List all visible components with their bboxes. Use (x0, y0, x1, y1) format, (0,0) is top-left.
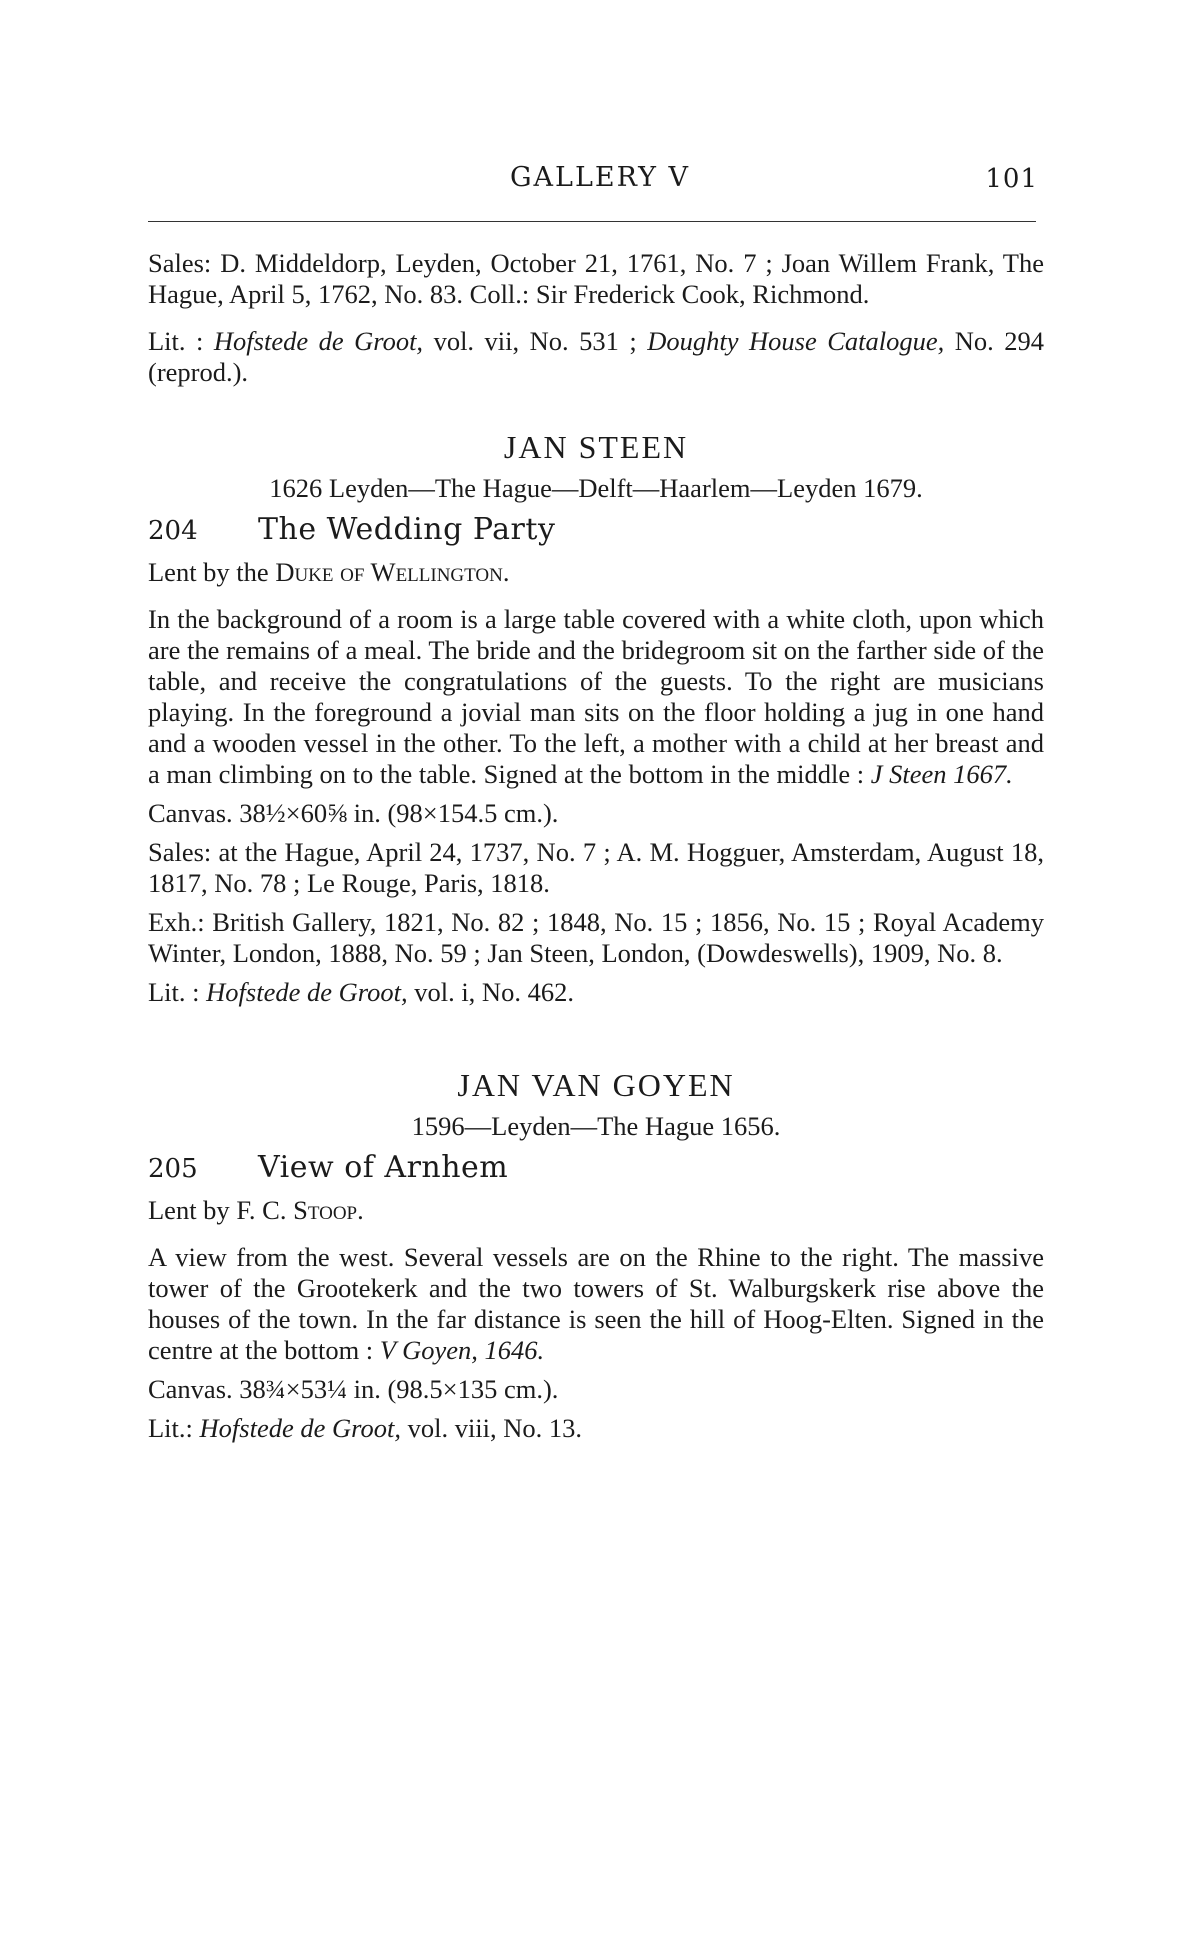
header-rule (148, 221, 1036, 222)
entry-description (148, 604, 1044, 790)
entry-sales: Sales: at the Hague, April 24, 1737, No. 7 ; A. M. Hogguer, Amsterdam, August 18, 1817, No. 78 ; Le Rouge, Paris, 1818. (148, 837, 1044, 898)
artist-dates: 1596—Leyden—The Hague 1656. (411, 1111, 781, 1141)
lit-author: Hofstede de Groot, (206, 977, 408, 1007)
artist-heading: JAN STEEN (503, 429, 689, 465)
lit-suffix: No. 294 (reprod.). (148, 326, 1045, 387)
lit-work: Doughty House Catalogue, (647, 326, 945, 356)
signature-text: V Goyen, 1646. (379, 1335, 545, 1365)
artist-dates: 1626 Leyden—The Hague—Delft—Haarlem—Leyden 1679. (269, 473, 923, 503)
page-body (148, 248, 1044, 1444)
entry-literature (148, 1413, 1044, 1444)
prev-entry-sales: Sales: D. Middeldorp, Leyden, October 21, 1761, No. 7 ; Joan Willem Frank, The Hague, April 5, 1762, No. 83. Coll.: Sir Frederick Cook, Richmond. (148, 248, 1044, 309)
lender-name: Duke of Wellington. (275, 557, 510, 587)
prev-entry-literature (148, 326, 1044, 388)
entry-canvas: Canvas. 38½×60⅝ in. (98×154.5 cm.). (148, 798, 559, 828)
entry-lender (148, 557, 1044, 588)
lit-suffix: vol. viii, No. 13. (407, 1413, 583, 1443)
running-header-title: GALLERY V (509, 162, 691, 193)
description-text: A view from the west. Several vessels are on the Rhine to the right. The massive tower of the Grootekerk and the two towers of St. Walburgskerk rise above the houses of the town. In the far distance is seen the hill of Hoog-Elten. Signed in the centre at the bottom : (148, 1242, 1044, 1365)
entry-canvas: Canvas. 38¾×53¼ in. (98.5×135 cm.). (148, 1374, 559, 1404)
lit-prefix: Lit. : (148, 977, 200, 1007)
entry-number: 205 (148, 1154, 198, 1184)
entry-title: View of Arnhem (258, 1150, 509, 1185)
catalogue-entry-heading (148, 514, 1044, 547)
lit-author: Hofstede de Groot, (213, 326, 424, 356)
lender-prefix: Lent by the (148, 557, 269, 587)
page-number: 101 (985, 164, 1038, 194)
lit-prefix: Lit.: (148, 1413, 193, 1443)
lender-name: F. C. Stoop. (236, 1195, 364, 1225)
entry-description (148, 1242, 1044, 1366)
entry-exhibitions: Exh.: British Gallery, 1821, No. 82 ; 1848, No. 15 ; 1856, No. 15 ; Royal Academy Winter, London, 1888, No. 59 ; Jan Steen, London, (Dowdeswells), 1909, No. 8. (148, 907, 1044, 968)
entry-literature (148, 977, 1044, 1008)
lit-suffix: vol. i, No. 462. (414, 977, 574, 1007)
lit-prefix: Lit. : (148, 326, 204, 356)
catalogue-entry-heading (148, 1152, 1044, 1185)
lender-prefix: Lent by (148, 1195, 230, 1225)
lit-volume: vol. vii, No. 531 ; (433, 326, 637, 356)
artist-heading: JAN VAN GOYEN (457, 1067, 735, 1103)
entry-title: The Wedding Party (258, 512, 556, 547)
description-text: In the background of a room is a large table covered with a white cloth, upon which are the remains of a meal. The bride and the bridegroom sit on the farther side of the table, and receive the congratulations of the guests. To the right are musicians playing. In the foreground a jovial man sits on the floor holding a jug in one hand and a wooden vessel in the other. To the left, a mother with a child at her breast and a man climbing on to the table. Signed at the bottom in the middle : (148, 604, 1044, 789)
lit-author: Hofstede de Groot, (199, 1413, 401, 1443)
signature-text: J Steen 1667. (870, 759, 1013, 789)
entry-number: 204 (148, 516, 198, 546)
entry-lender (148, 1195, 1044, 1226)
